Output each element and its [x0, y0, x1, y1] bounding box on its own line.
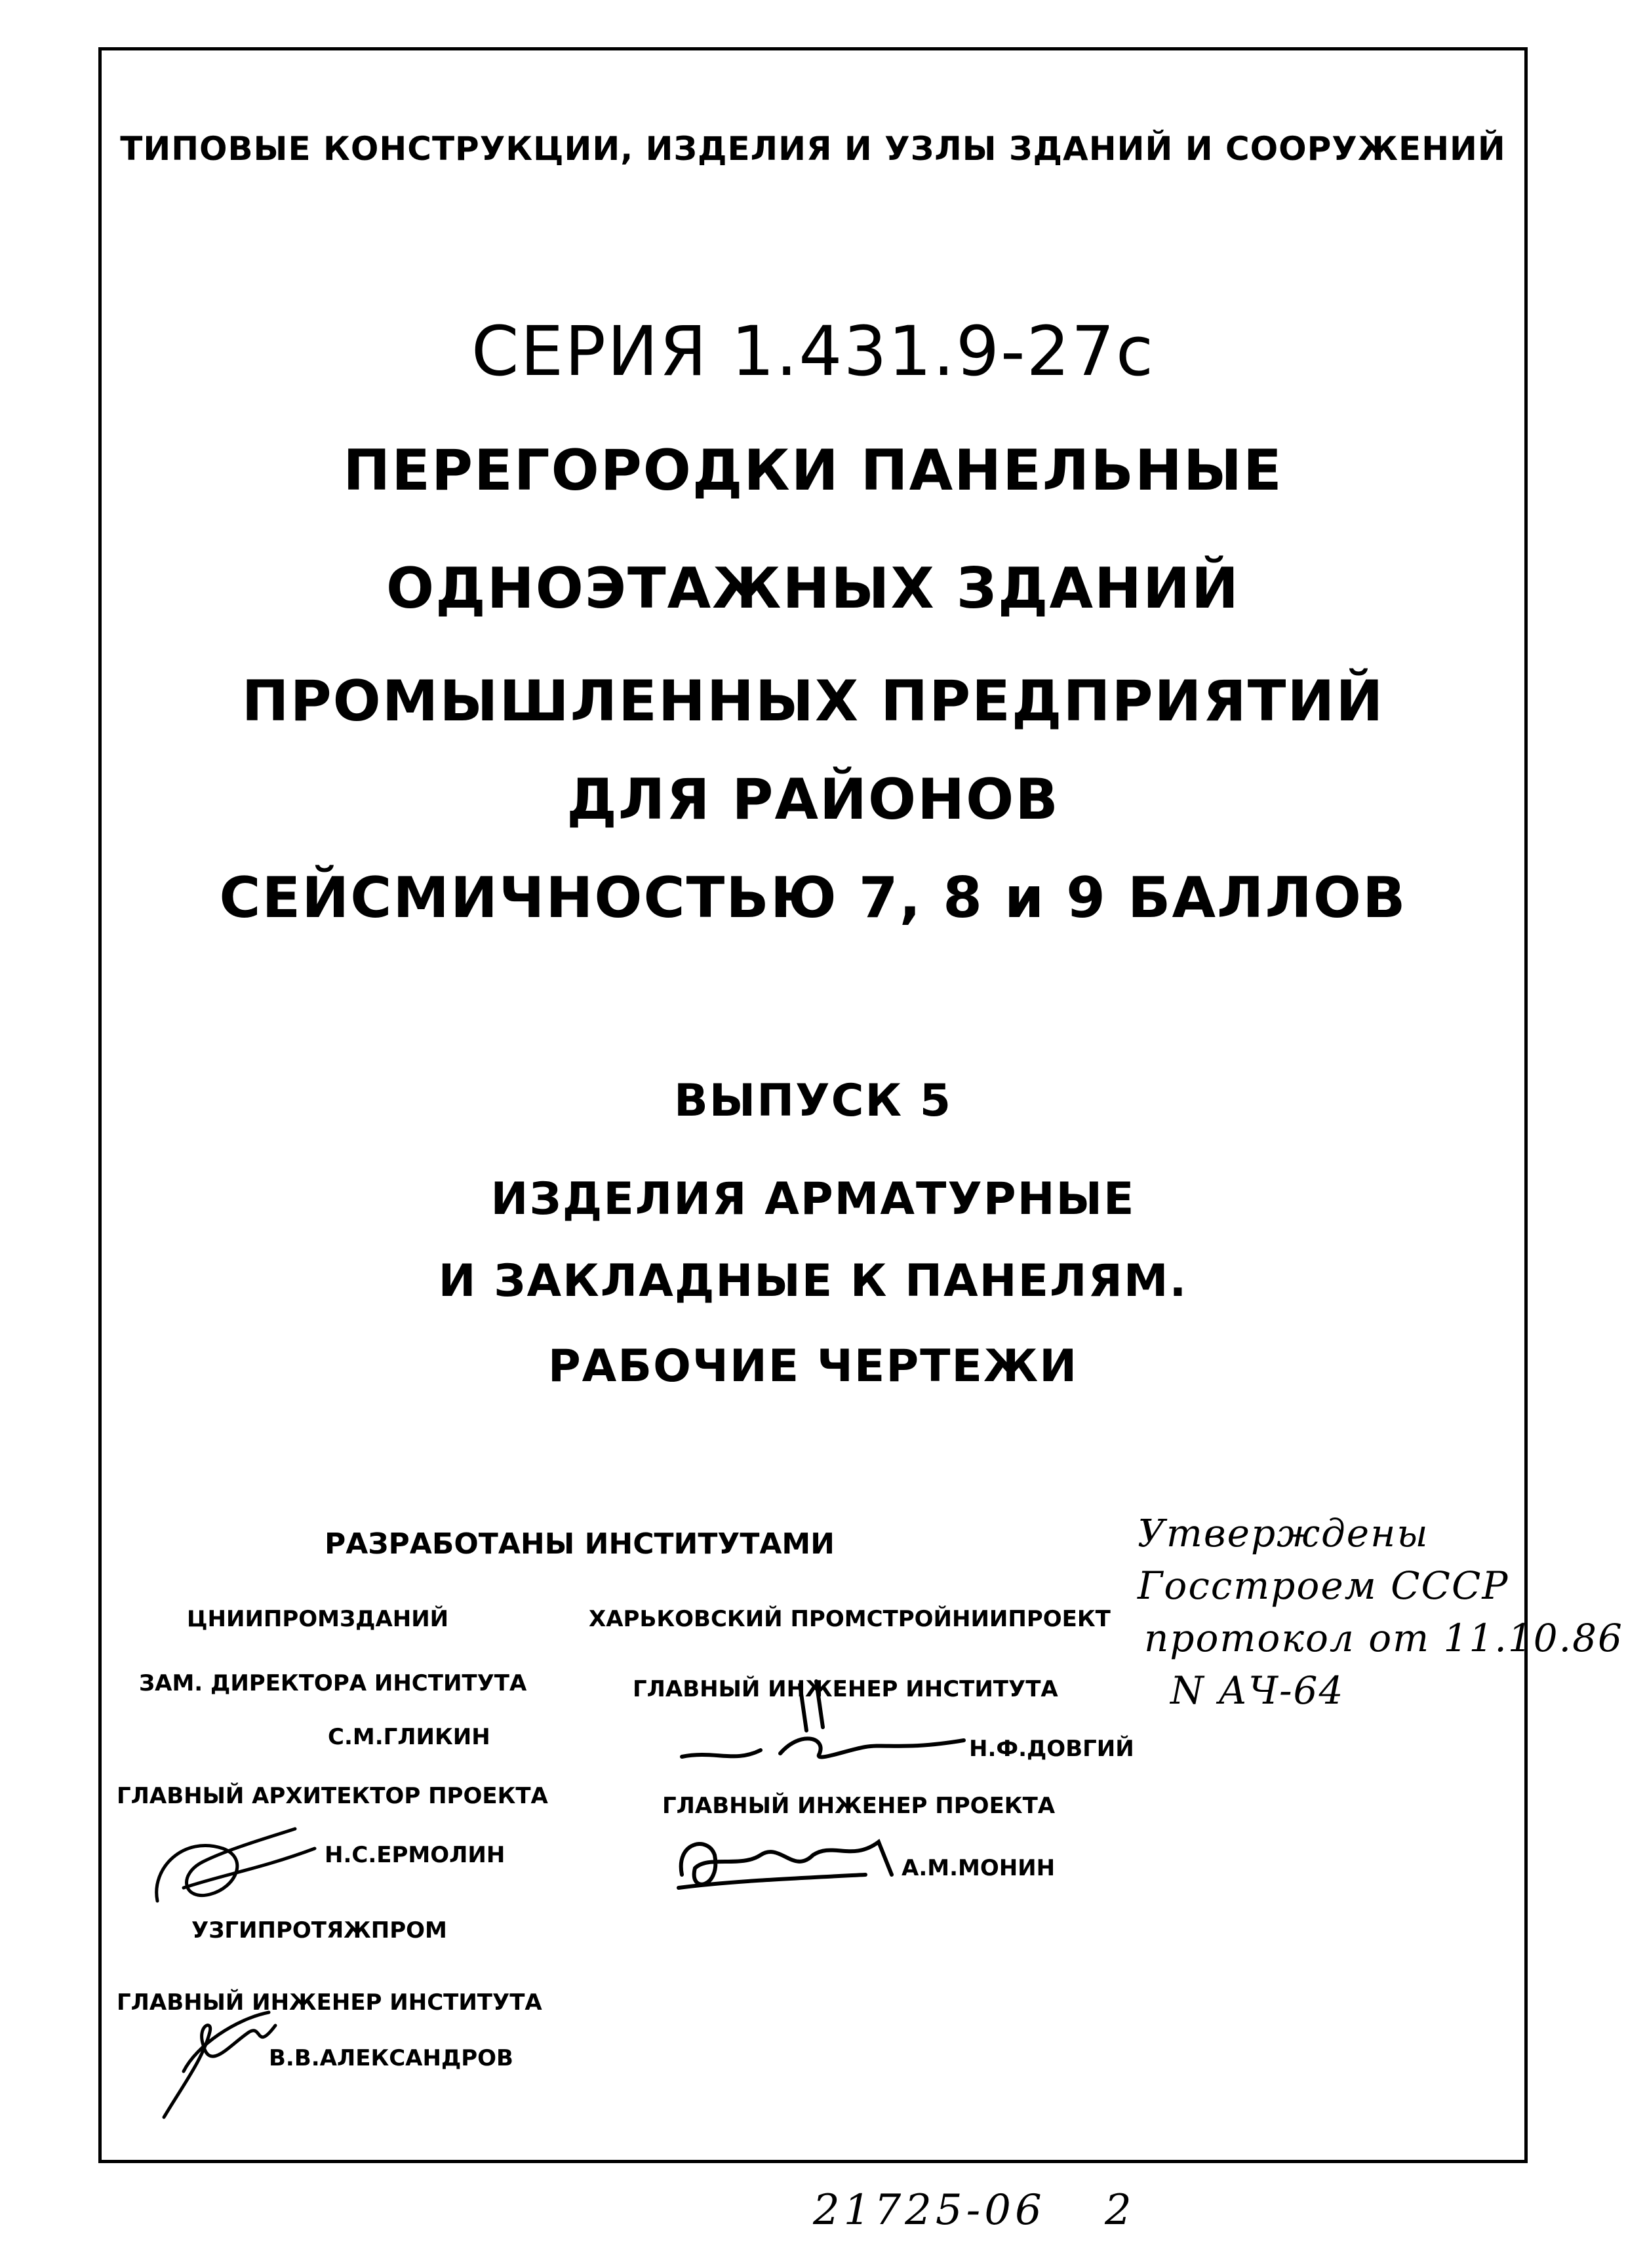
left-person-3: В.В.АЛЕКСАНДРОВ	[269, 2045, 513, 2071]
issue-line-2: И ЗАКЛАДНЫЕ К ПАНЕЛЯМ.	[438, 1255, 1188, 1307]
left-institute-2: УЗГИПРОТЯЖПРОМ	[191, 1917, 447, 1944]
right-role-2: ГЛАВНЫЙ ИНЖЕНЕР ПРОЕКТА	[662, 1793, 1056, 1819]
issue-label: ВЫПУСК 5	[673, 1075, 953, 1127]
title-line-5: СЕЙСМИЧНОСТЬЮ 7, 8 и 9 БАЛЛОВ	[219, 865, 1407, 931]
left-role-1: ЗАМ. ДИРЕКТОРА ИНСТИТУТА	[139, 1670, 527, 1696]
developed-heading: РАЗРАБОТАНЫ ИНСТИТУТАМИ	[325, 1527, 835, 1561]
series-title: СЕРИЯ 1.431.9-27с	[471, 311, 1155, 391]
signature-ermolin	[144, 1809, 334, 1914]
right-person-1: Н.Ф.ДОВГИЙ	[969, 1736, 1134, 1762]
title-line-2: ОДНОЭТАЖНЫХ ЗДАНИЙ	[386, 556, 1240, 621]
approval-line-2: Госстроем СССР	[1138, 1563, 1509, 1608]
left-person-1: С.М.ГЛИКИН	[328, 1724, 490, 1750]
title-line-4: ДЛЯ РАЙОНОВ	[566, 767, 1060, 832]
header-line: ТИПОВЫЕ КОНСТРУКЦИИ, ИЗДЕЛИЯ И УЗЛЫ ЗДАНИЙ И СООРУЖЕНИЙ	[120, 130, 1506, 168]
footer-page: 2	[1105, 2186, 1136, 2235]
signature-monin	[669, 1816, 918, 1914]
signature-aleksandrov	[157, 2006, 288, 2124]
right-person-2: А.М.МОНИН	[902, 1855, 1056, 1881]
right-institute: ХАРЬКОВСКИЙ ПРОМСТРОЙНИИПРОЕКТ	[589, 1606, 1111, 1632]
signature-dovgiy	[675, 1678, 977, 1783]
title-line-3: ПРОМЫШЛЕННЫХ ПРЕДПРИЯТИЙ	[241, 669, 1385, 734]
left-institute-1: ЦНИИПРОМЗДАНИЙ	[187, 1606, 449, 1632]
left-role-2: ГЛАВНЫЙ АРХИТЕКТОР ПРОЕКТА	[117, 1783, 548, 1809]
issue-line-1: ИЗДЕЛИЯ АРМАТУРНЫЕ	[490, 1173, 1136, 1225]
left-person-2: Н.С.ЕРМОЛИН	[325, 1842, 506, 1868]
title-line-1: ПЕРЕГОРОДКИ ПАНЕЛЬНЫЕ	[343, 438, 1283, 503]
approval-line-1: Утверждены	[1138, 1511, 1429, 1555]
approval-line-4: N АЧ-64	[1170, 1668, 1345, 1713]
approval-line-3: протокол от 11.10.86	[1144, 1616, 1623, 1660]
right-role-1: ГЛАВНЫЙ ИНЖЕНЕР ИНСТИТУТА	[633, 1676, 1058, 1702]
left-role-3: ГЛАВНЫЙ ИНЖЕНЕР ИНСТИТУТА	[117, 1989, 542, 2016]
issue-line-3: РАБОЧИЕ ЧЕРТЕЖИ	[547, 1340, 1079, 1392]
footer-number: 21725-06	[813, 2186, 1046, 2235]
